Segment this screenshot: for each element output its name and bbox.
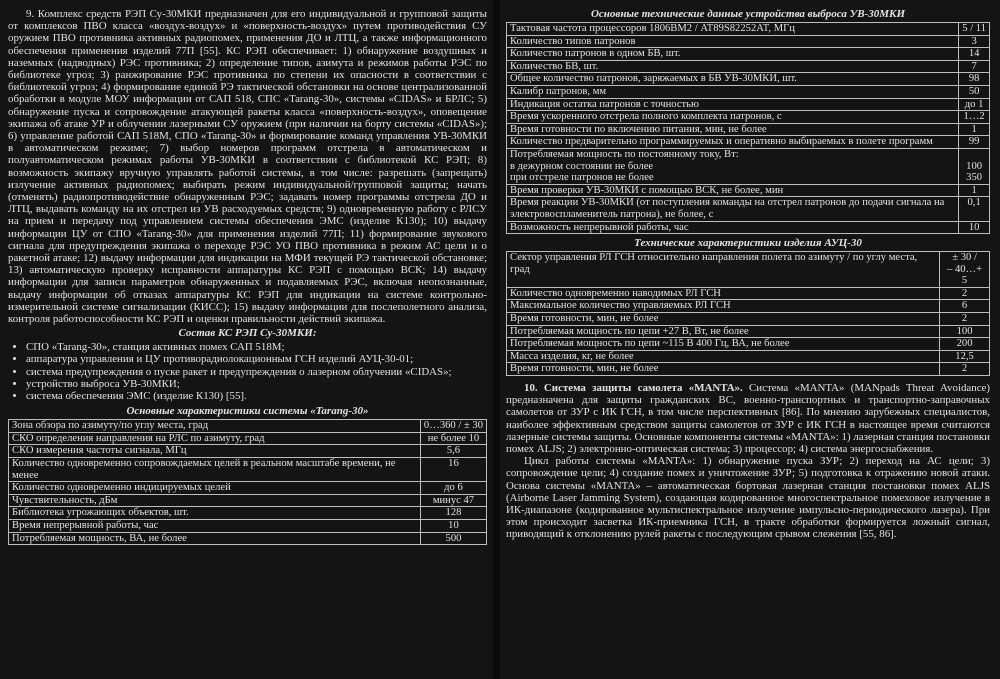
value-cell: 0,1	[959, 197, 990, 221]
parameter-cell: Библиотека угрожающих объектов, шт.	[9, 507, 421, 520]
table-row	[507, 123, 990, 136]
parameter-cell: Количество патронов в одном БВ, шт.	[507, 48, 959, 61]
parameter-cell: Количество типов патронов	[507, 35, 959, 48]
parameter-cell: Потребляемая мощность по цепи ~115 В 400 Гц, ВА, не более	[507, 338, 940, 351]
table-row	[507, 148, 990, 184]
section10-paragraph-2: Цикл работы системы «MANTA»: 1) обнаружение пуска ЗУР; 2) переход на АС цели; 3) сопровождение цели; 4) создание помех и уничтожение ЗУР; 5) подготовка к отражению новой атаки. Основа системы «MANTA» – автоматическая бортовая лазерная станция постановки помех ALJS (Airborne Laser Jamming System), создающая кодированное многоспектральное помеховое излучение в ИК-диапазоне (кодированное мультиспектральное излучение импульсно-периодического лазера). При этом происходит засветка ИК-приемника ГСН, в тракте обработки формируется ложный сигнал, приводящий к отклонению рулей ракеты с последующим срывом слежения [55, 86].	[506, 455, 990, 541]
table-row	[507, 287, 990, 300]
parameter-cell: Калибр патронов, мм	[507, 85, 959, 98]
composition-item: • система обеспечения ЭМС (изделие К130) [55].	[26, 390, 487, 402]
table-row	[507, 85, 990, 98]
composition-list	[8, 341, 487, 402]
parameter-cell: Потребляемая мощность, ВА, не более	[9, 532, 421, 545]
page-gutter	[493, 0, 500, 679]
table-row	[9, 482, 487, 495]
value-cell: 50	[959, 85, 990, 98]
table-row	[507, 300, 990, 313]
parameter-cell: Тактовая частота процессоров 1806ВМ2 / AT89S82252AT, МГц	[507, 23, 959, 36]
value-cell: 12,5	[940, 350, 990, 363]
parameter-cell: Максимальное количество управляемых РЛ ГСН	[507, 300, 940, 313]
table-row	[507, 338, 990, 351]
auc30-table	[506, 251, 990, 376]
composition-item: • СПО «Tarang-30», станция активных помех САП 518М;	[26, 341, 487, 353]
value-cell: 3	[959, 35, 990, 48]
value-cell: 5,6	[420, 445, 486, 458]
value-cell: 10	[420, 520, 486, 533]
value-cell: 128	[420, 507, 486, 520]
value-cell: 7	[959, 60, 990, 73]
value-cell: 10	[959, 221, 990, 234]
table-row	[507, 363, 990, 376]
table-row	[507, 197, 990, 221]
table-row	[9, 507, 487, 520]
parameter-cell: Чувствительность, дБм	[9, 494, 421, 507]
table-row	[507, 184, 990, 197]
parameter-cell: Индикация остатка патронов с точностью	[507, 98, 959, 111]
composition-item: • устройство выброса УВ-30МКИ;	[26, 378, 487, 390]
table-row	[9, 420, 487, 433]
parameter-cell: Зона обзора по азимуту/по углу места, град	[9, 420, 421, 433]
parameter-cell: Возможность непрерывной работы, час	[507, 221, 959, 234]
parameter-cell: Время реакции УВ-30МКИ (от поступления команды на отстрел патронов до подачи сигнала на электровоспламенитель патрона), не более, с	[507, 197, 959, 221]
parameter-cell: Количество одновременно индицируемых целей	[9, 482, 421, 495]
value-cell: 5 / 11	[959, 23, 990, 36]
value-cell: 14	[959, 48, 990, 61]
parameter-cell: Время готовности, мин, не более	[507, 363, 940, 376]
value-cell: до 6	[420, 482, 486, 495]
left-page	[0, 0, 493, 679]
parameter-cell: Сектор управления РЛ ГСН относительно направления полета по азимуту / по углу места, град	[507, 252, 940, 288]
table-row	[9, 458, 487, 482]
value-cell: 6	[940, 300, 990, 313]
parameter-cell: Количество БВ, шт.	[507, 60, 959, 73]
table-row	[507, 35, 990, 48]
parameter-cell: Время ускоренного отстрела полного комплекта патронов, с	[507, 111, 959, 124]
table-row	[507, 23, 990, 36]
value-cell: 100	[940, 325, 990, 338]
section10-text-1: Система «MANTA» (MANpads Threat Avoidance) предназначена для защиты гражданских ВС, военно-транспортных и транспортно-заправочных самолетов от ЗУР с ИК ГСН, в том числе перспективных [86]. По мнению зарубежных специалистов, наиболее эффективным средством защиты самолетов от ЗУР с ИК ГСН в настоящее время считаются лазерные системы защиты. Основные компоненты системы «MANTA»: 1) лазерная станция постановки помех ALJS; 2) электронно-оптическая система; 3) процессор; 4) система энергоснабжения.	[506, 382, 990, 456]
value-cell: ± 30 / – 40…+ 5	[940, 252, 990, 288]
tarang-table-title: Основные характеристики системы «Tarang-30»	[126, 405, 369, 418]
value-cell: 99	[959, 136, 990, 149]
value-cell: минус 47	[420, 494, 486, 507]
parameter-cell: Количество предварительно программируемых и оперативно выбираемых в полете программ	[507, 136, 959, 149]
table-row	[9, 445, 487, 458]
table-row	[507, 73, 990, 86]
section9-paragraph: 9. Комплекс средств РЭП Су-30МКИ предназначен для его индивидуальной и групповой защиты от комплексов ПВО класса «воздух-воздух» и «поверхность-воздух» путем противодействия СУ оружием ПВО противника активных радиопомех, применения ДО и ЛТЦ, а также информационного обеспечения применения изделий 77П [55]. КС РЭП обеспечивает: 1) обнаружение воздушных и наземных (надводных) РЭС противника; 2) определение типов, азимута и режимов работы РЭС по библиотеке угроз; 3) ранжирование РЭС противника по степени их опасности в соответствии с библиотекой угроз; 4) формирование единой РЭ тактической обстановки на основе централизованной обработки в модуле МОУ информации от САП 518, СПС «Tarang-30», системы «CIDAS» и БРЛС; 5) обнаружение пуска и сопровождение атакующей ракеты класса «поверхность-воздух», оповещение экипажа об атаке УР и облучении лазерными СУ оружием (при наличии на борту системы «CIDAS»); 6) управление работой САП 518М, СПО «Tarang-30» и формирование команд управления УВ-30МКИ в автоматическом режиме; 7) выбор номеров программ отстрела в автоматическом и полуавтоматическом режимах работы УВ-30МКИ в соответствии с библиотекой КС РЭП; 8) возможность экипажу вручную управлять работой системы, в том числе: разрешать (запрещать) излучение активных радиопомех; выбирать режим индивидуальной/групповой защиты; начать (отменять) радиопротиводействие обнаруженным РЭС; задавать номер программы отстрела ДО и ЛТЦ, выдавать команду на их отстрел из УВ расходуемых средств; 9) одновременную работу с РЛСУ на прием и передачу под управлением системы обеспечения ЭМС (изделие К130); 10) выдачу информации ЦУ от СПО «Tarang-30» для применения изделий 77П; 11) формирование звукового сигнала для предупреждения экипажа о переходе РЭС УО ПВО противника в режим АС цели и о ракетной атаке; 12) выдачу информации для индикации на МФИ текущей РЭ тактической обстановке; 13) автоматическую проверку исправности аппаратуры КС РЭП с помощью ВСК; 14) выдачу информации для записи параметров обнаруженных и подавляемых РЭС, включая неопознанные, выдачу информации об отказах аппаратуры КС РЭП для индикации на системе контрольно-измерительной системе сигнализации (КИСС); 15) выдачу информации для послеполетного анализа, контроля работоспособности КС РЭП и оценки правильности действий экипажа.	[8, 8, 487, 326]
parameter-cell: СКО измерения частоты сигнала, МГц	[9, 445, 421, 458]
value-cell: 1	[959, 184, 990, 197]
section10-paragraph-1	[506, 382, 990, 455]
table-row	[9, 520, 487, 533]
uv30-table	[506, 22, 990, 234]
table-row	[507, 111, 990, 124]
table-row	[9, 432, 487, 445]
table-row	[507, 252, 990, 288]
section10-title: 10. Система защиты самолета «MANTA».	[524, 382, 743, 395]
value-cell: 200	[940, 338, 990, 351]
right-page	[500, 0, 1000, 679]
parameter-cell: Время непрерывной работы, час	[9, 520, 421, 533]
uv30-table-title: Основные технические данные устройства выброса УВ-30МКИ	[590, 8, 906, 20]
value-cell: 500	[420, 532, 486, 545]
composition-heading: Состав КС РЭП Су-30МКИ:	[178, 327, 317, 340]
table-row	[9, 532, 487, 545]
composition-item: • система предупреждения о пуске ракет и предупреждения о лазерном облучении «CIDAS»;	[26, 366, 487, 378]
parameter-cell: Время проверки УВ-30МКИ с помощью ВСК, не более, мин	[507, 184, 959, 197]
composition-item: • аппаратура управления и ЦУ противорадиолокационным ГСН изделий АУЦ-30-01;	[26, 353, 487, 365]
table-row	[507, 221, 990, 234]
parameter-cell: Общее количество патронов, заряжаемых в БВ УВ-30МКИ, шт.	[507, 73, 959, 86]
table-row	[9, 494, 487, 507]
value-cell: 0…360 / ± 30	[420, 420, 486, 433]
value-cell: 1…2	[959, 111, 990, 124]
table-row	[507, 48, 990, 61]
table-row	[507, 313, 990, 326]
table-row	[507, 325, 990, 338]
value-cell: 100 350	[959, 148, 990, 184]
tarang-table	[8, 419, 487, 545]
value-cell: 1	[959, 123, 990, 136]
parameter-cell: Масса изделия, кг, не более	[507, 350, 940, 363]
value-cell: 2	[940, 287, 990, 300]
parameter-cell: Время готовности по включению питания, мин, не более	[507, 123, 959, 136]
value-cell: 2	[940, 363, 990, 376]
value-cell: до 1	[959, 98, 990, 111]
parameter-cell: СКО определения направления на РЛС по азимуту, град	[9, 432, 421, 445]
parameter-cell: Количество одновременно наводимых РЛ ГСН	[507, 287, 940, 300]
table-row	[507, 98, 990, 111]
value-cell: 2	[940, 313, 990, 326]
value-cell: 16	[420, 458, 486, 482]
value-cell: 98	[959, 73, 990, 86]
table-row	[507, 350, 990, 363]
table-row	[507, 136, 990, 149]
parameter-cell: Потребляемая мощность по цепи +27 В, Вт, не более	[507, 325, 940, 338]
parameter-cell: Потребляемая мощность по постоянному току, Вт: в дежурном состоянии не более при отстреле патронов не более	[507, 148, 959, 184]
auc30-table-title: Технические характеристики изделия АУЦ-30	[634, 237, 862, 250]
parameter-cell: Время готовности, мин, не более	[507, 313, 940, 326]
table-row	[507, 60, 990, 73]
value-cell: не более 10	[420, 432, 486, 445]
parameter-cell: Количество одновременно сопровождаемых целей в реальном масштабе времени, не менее	[9, 458, 421, 482]
